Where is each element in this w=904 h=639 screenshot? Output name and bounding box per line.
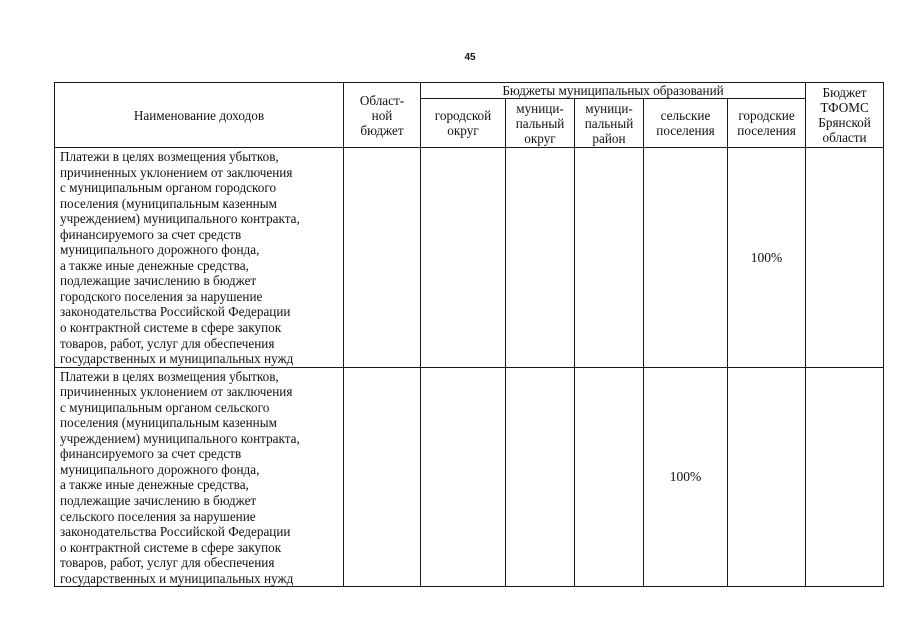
rural-settlements-share-cell: 100% (644, 367, 728, 587)
city-district-share-cell (421, 367, 506, 587)
tfoms-share-cell (806, 367, 884, 587)
header-row-top (55, 83, 884, 99)
page-number: 45 (464, 52, 476, 63)
municipal-rayon-share-cell (575, 367, 644, 587)
regional-share-cell (344, 148, 421, 368)
header-municipal-budgets (421, 83, 806, 99)
urban-settlements-share-cell (728, 367, 806, 587)
header-tfoms-budget (806, 83, 884, 148)
header-municipal-rayon-label: муници- пальный район (584, 100, 634, 146)
header-city-district-label: городской округ (434, 108, 492, 138)
city-district-share-cell (421, 148, 506, 368)
header-regional-budget (344, 83, 421, 148)
income-name-cell: Платежи в целях возмещения убытков, причиненных уклонением от заключения с муниципальным органом сельского поселения (муниципальным казенным учреждением) муниципального контракта, финансируемого за счет средств муниципального дорожного фонда, а также иные денежные средства, подлежащие зачислению в бюджет сельского поселения за нарушение законодательства Российской Федерации о контрактной системе в сфере закупок товаров, работ, услуг для обеспечения государственных и муниципальных нужд (55, 367, 344, 587)
municipal-okrug-share-cell (506, 148, 575, 368)
municipal-okrug-share-cell (506, 367, 575, 587)
header-municipal-okrug-label: муници- пальный округ (515, 100, 565, 146)
header-income-name (55, 83, 344, 148)
header-income-name-label: Наименование доходов (133, 107, 265, 123)
tfoms-share-cell (806, 148, 884, 368)
income-name-cell: Платежи в целях возмещения убытков, причиненных уклонением от заключения с муниципальным органом городского поселения (муниципальным казенным учреждением) муниципального контракта, финансируемого за счет средств муниципального дорожного фонда, а также иные денежные средства, подлежащие зачислению в бюджет городского поселения за нарушение законодательства Российской Федерации о контрактной системе в сфере закупок товаров, работ, услуг для обеспечения государственных и муниципальных нужд (55, 148, 344, 368)
header-regional-budget-label: Област- ной бюджет (359, 92, 405, 138)
table-row (55, 148, 884, 368)
header-rural-settlements (644, 99, 728, 148)
header-urban-settlements (728, 99, 806, 148)
header-municipal-okrug (506, 99, 575, 148)
header-rural-settlements-label: сельские поселения (656, 108, 715, 138)
header-tfoms-budget-label: Бюджет ТФОМС Брянской области (818, 85, 871, 145)
regional-share-cell (344, 367, 421, 587)
urban-settlements-share-cell: 100% (728, 148, 806, 368)
header-municipal-budgets-label: Бюджеты муниципальных образований (502, 83, 724, 98)
rural-settlements-share-cell (644, 148, 728, 368)
municipal-rayon-share-cell (575, 148, 644, 368)
income-distribution-table (54, 82, 884, 587)
header-municipal-rayon (575, 99, 644, 148)
header-urban-settlements-label: городские поселения (737, 108, 796, 138)
table-row (55, 367, 884, 587)
header-city-district (421, 99, 506, 148)
